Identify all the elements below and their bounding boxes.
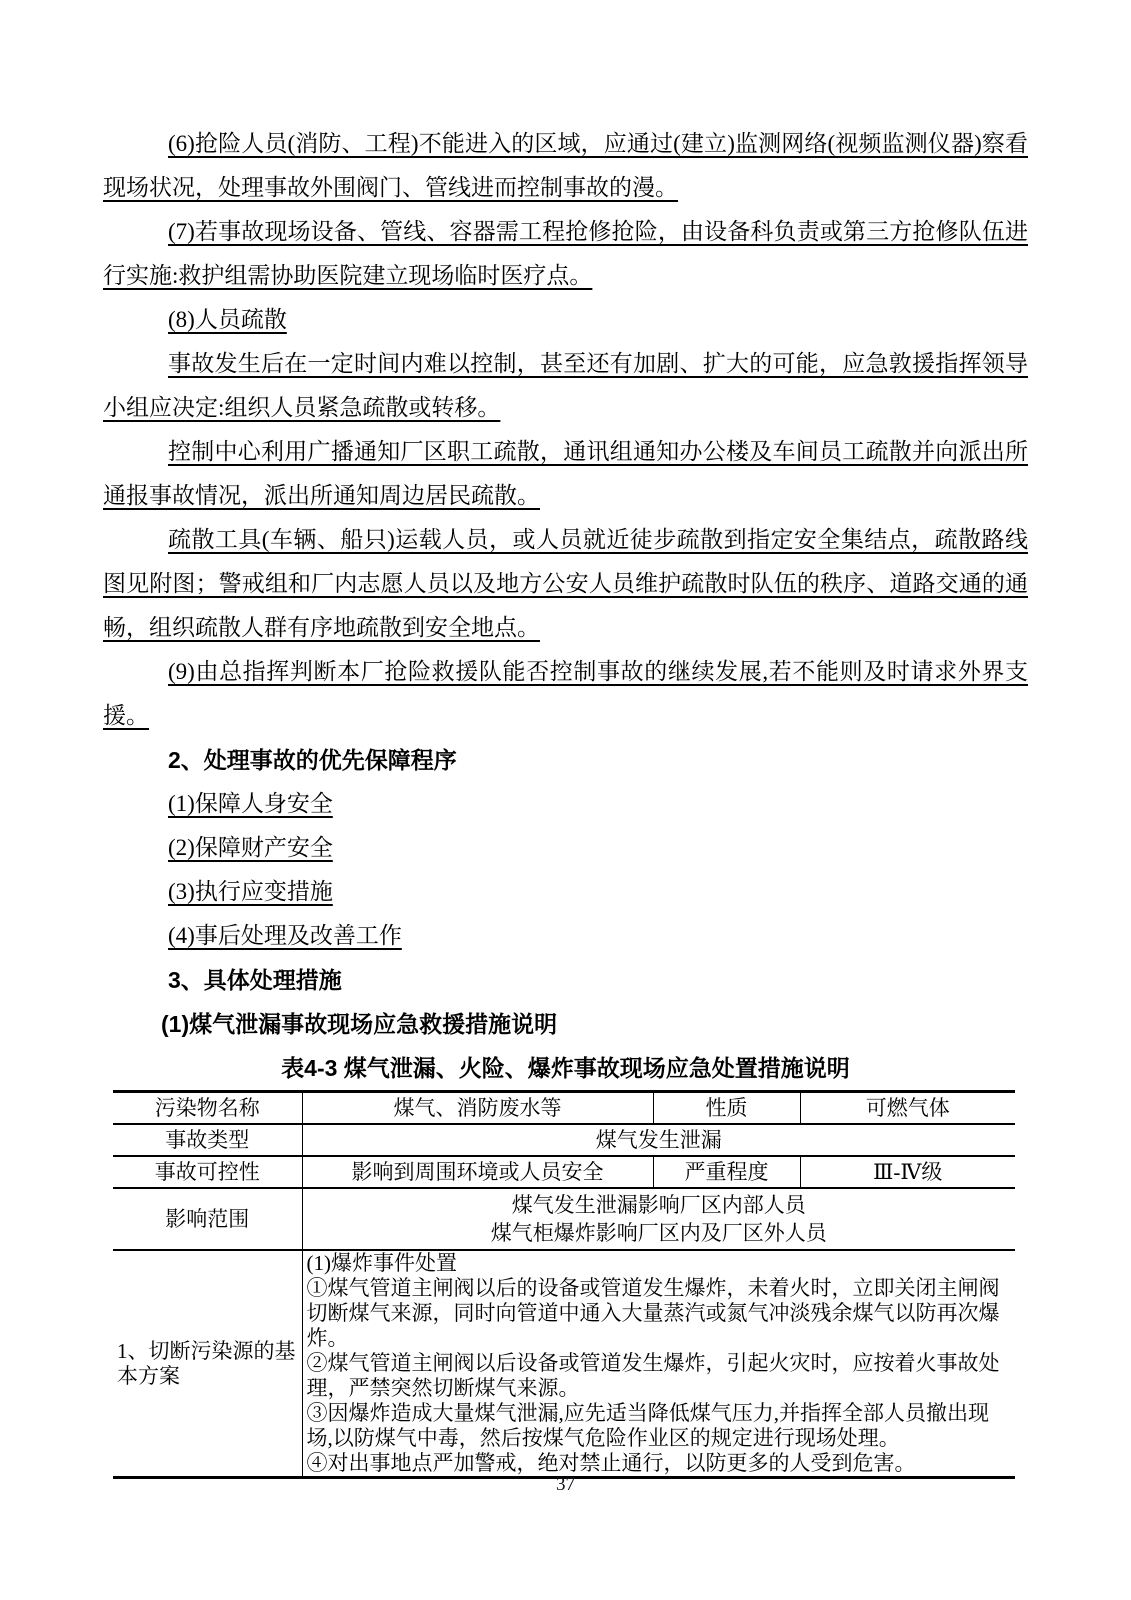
table-row-impact-scope xyxy=(113,1188,1015,1250)
paragraph-8b: 控制中心利用广播通知厂区职工疏散，通讯组通知办公楼及车间员工疏散并向派出所通报事故情况，派出所通知周边居民疏散。 xyxy=(103,439,1028,508)
cutoff-plan-line-4: ③因爆炸造成大量煤气泄漏,应先适当降低煤气压力,并指挥全部人员撤出现场,以防煤气中毒，然后按煤气危险作业区的规定进行现场处理。 xyxy=(306,1401,989,1450)
emergency-measures-table xyxy=(113,1090,1015,1479)
cutoff-plan-line-3: ②煤气管道主闸阀以后设备或管道发生爆炸，引起火灾时，应按着火事故处理，严禁突然切断煤气来源。 xyxy=(306,1351,1000,1400)
table-row-pollutant xyxy=(113,1092,1015,1125)
paragraph-7: (7)若事故现场设备、管线、容器需工程抢修抢险，由设备科负责或第三方抢修队伍进行实施:救护组需协助医院建立现场临时医疗点。 xyxy=(103,219,1028,288)
table-row-controllability xyxy=(113,1156,1015,1188)
cell-impact-scope-label: 影响范围 xyxy=(113,1188,302,1250)
section-heading-3: 3、具体处理措施 xyxy=(168,967,342,993)
paragraph-6: (6)抢险人员(消防、工程)不能进入的区域，应通过(建立)监测网络(视频监测仪器)察看现场状况，处理事故外围阀门、管线进而控制事故的漫。 xyxy=(103,131,1028,200)
paragraph-8-title: (8)人员疏散 xyxy=(168,307,287,332)
cell-impact-scope-value xyxy=(302,1188,1015,1250)
subitem-3: (3)执行应变措施 xyxy=(168,879,333,904)
cell-accident-type-label: 事故类型 xyxy=(113,1124,302,1156)
cell-controllability-value: 影响到周围环境或人员安全 xyxy=(302,1156,653,1188)
subitem-2: (2)保障财产安全 xyxy=(168,835,333,860)
table-row-accident-type xyxy=(113,1124,1015,1156)
cell-nature-value: 可燃气体 xyxy=(800,1092,1015,1125)
cell-cutoff-plan-detail xyxy=(302,1250,1015,1478)
cell-severity-value: Ⅲ-Ⅳ级 xyxy=(800,1156,1015,1188)
cell-accident-type-value: 煤气发生泄漏 xyxy=(302,1124,1015,1156)
subitem-1: (1)保障人身安全 xyxy=(168,791,333,816)
cell-controllability-label: 事故可控性 xyxy=(113,1156,302,1188)
cell-nature-label: 性质 xyxy=(653,1092,800,1125)
cutoff-plan-line-5: ④对出事地点严加警戒，绝对禁止通行，以防更多的人受到危害。 xyxy=(306,1451,916,1475)
section-heading-3-sub: (1)煤气泄漏事故现场应急救援措施说明 xyxy=(161,1011,558,1037)
cell-cutoff-plan-label: 1、切断污染源的基本方案 xyxy=(117,1338,296,1388)
paragraph-8c: 疏散工具(车辆、船只)运载人员，或人员就近徒步疏散到指定安全集结点，疏散路线图见附图；警戒组和厂内志愿人员以及地方公安人员维护疏散时队伍的秩序、道路交通的通畅，组织疏散人群有序地疏散到安全地点。 xyxy=(103,527,1028,640)
cutoff-plan-line-1: (1)爆炸事件处置 xyxy=(306,1251,457,1275)
cell-pollutant-label: 污染物名称 xyxy=(113,1092,302,1125)
paragraph-8a: 事故发生后在一定时间内难以控制，甚至还有加剧、扩大的可能，应急敦援指挥领导小组应决定:组织人员紧急疏散或转移。 xyxy=(103,351,1028,420)
impact-scope-line-2: 煤气柜爆炸影响厂区内及厂区外人员 xyxy=(490,1221,827,1245)
section-heading-2: 2、处理事故的优先保障程序 xyxy=(168,747,457,773)
page-number: 37 xyxy=(556,1474,575,1495)
cell-severity-label: 严重程度 xyxy=(653,1156,800,1188)
impact-scope-line-1: 煤气发生泄漏影响厂区内部人员 xyxy=(511,1193,806,1217)
cutoff-plan-line-2: ①煤气管道主闸阀以后的设备或管道发生爆炸，未着火时，立即关闭主闸阀切断煤气来源，同时向管道中通入大量蒸汽或氮气冲淡残余煤气以防再次爆炸。 xyxy=(306,1276,1000,1350)
document-content xyxy=(103,122,1028,1479)
table-title: 表4-3 煤气泄漏、火险、爆炸事故现场应急处置措施说明 xyxy=(281,1055,850,1081)
cell-pollutant-value: 煤气、消防废水等 xyxy=(302,1092,653,1125)
paragraph-9: (9)由总指挥判断本厂抢险救援队能否控制事故的继续发展,若不能则及时请求外界支援。 xyxy=(103,659,1028,728)
subitem-4: (4)事后处理及改善工作 xyxy=(168,923,402,948)
table-row-cutoff-plan xyxy=(113,1250,1015,1478)
